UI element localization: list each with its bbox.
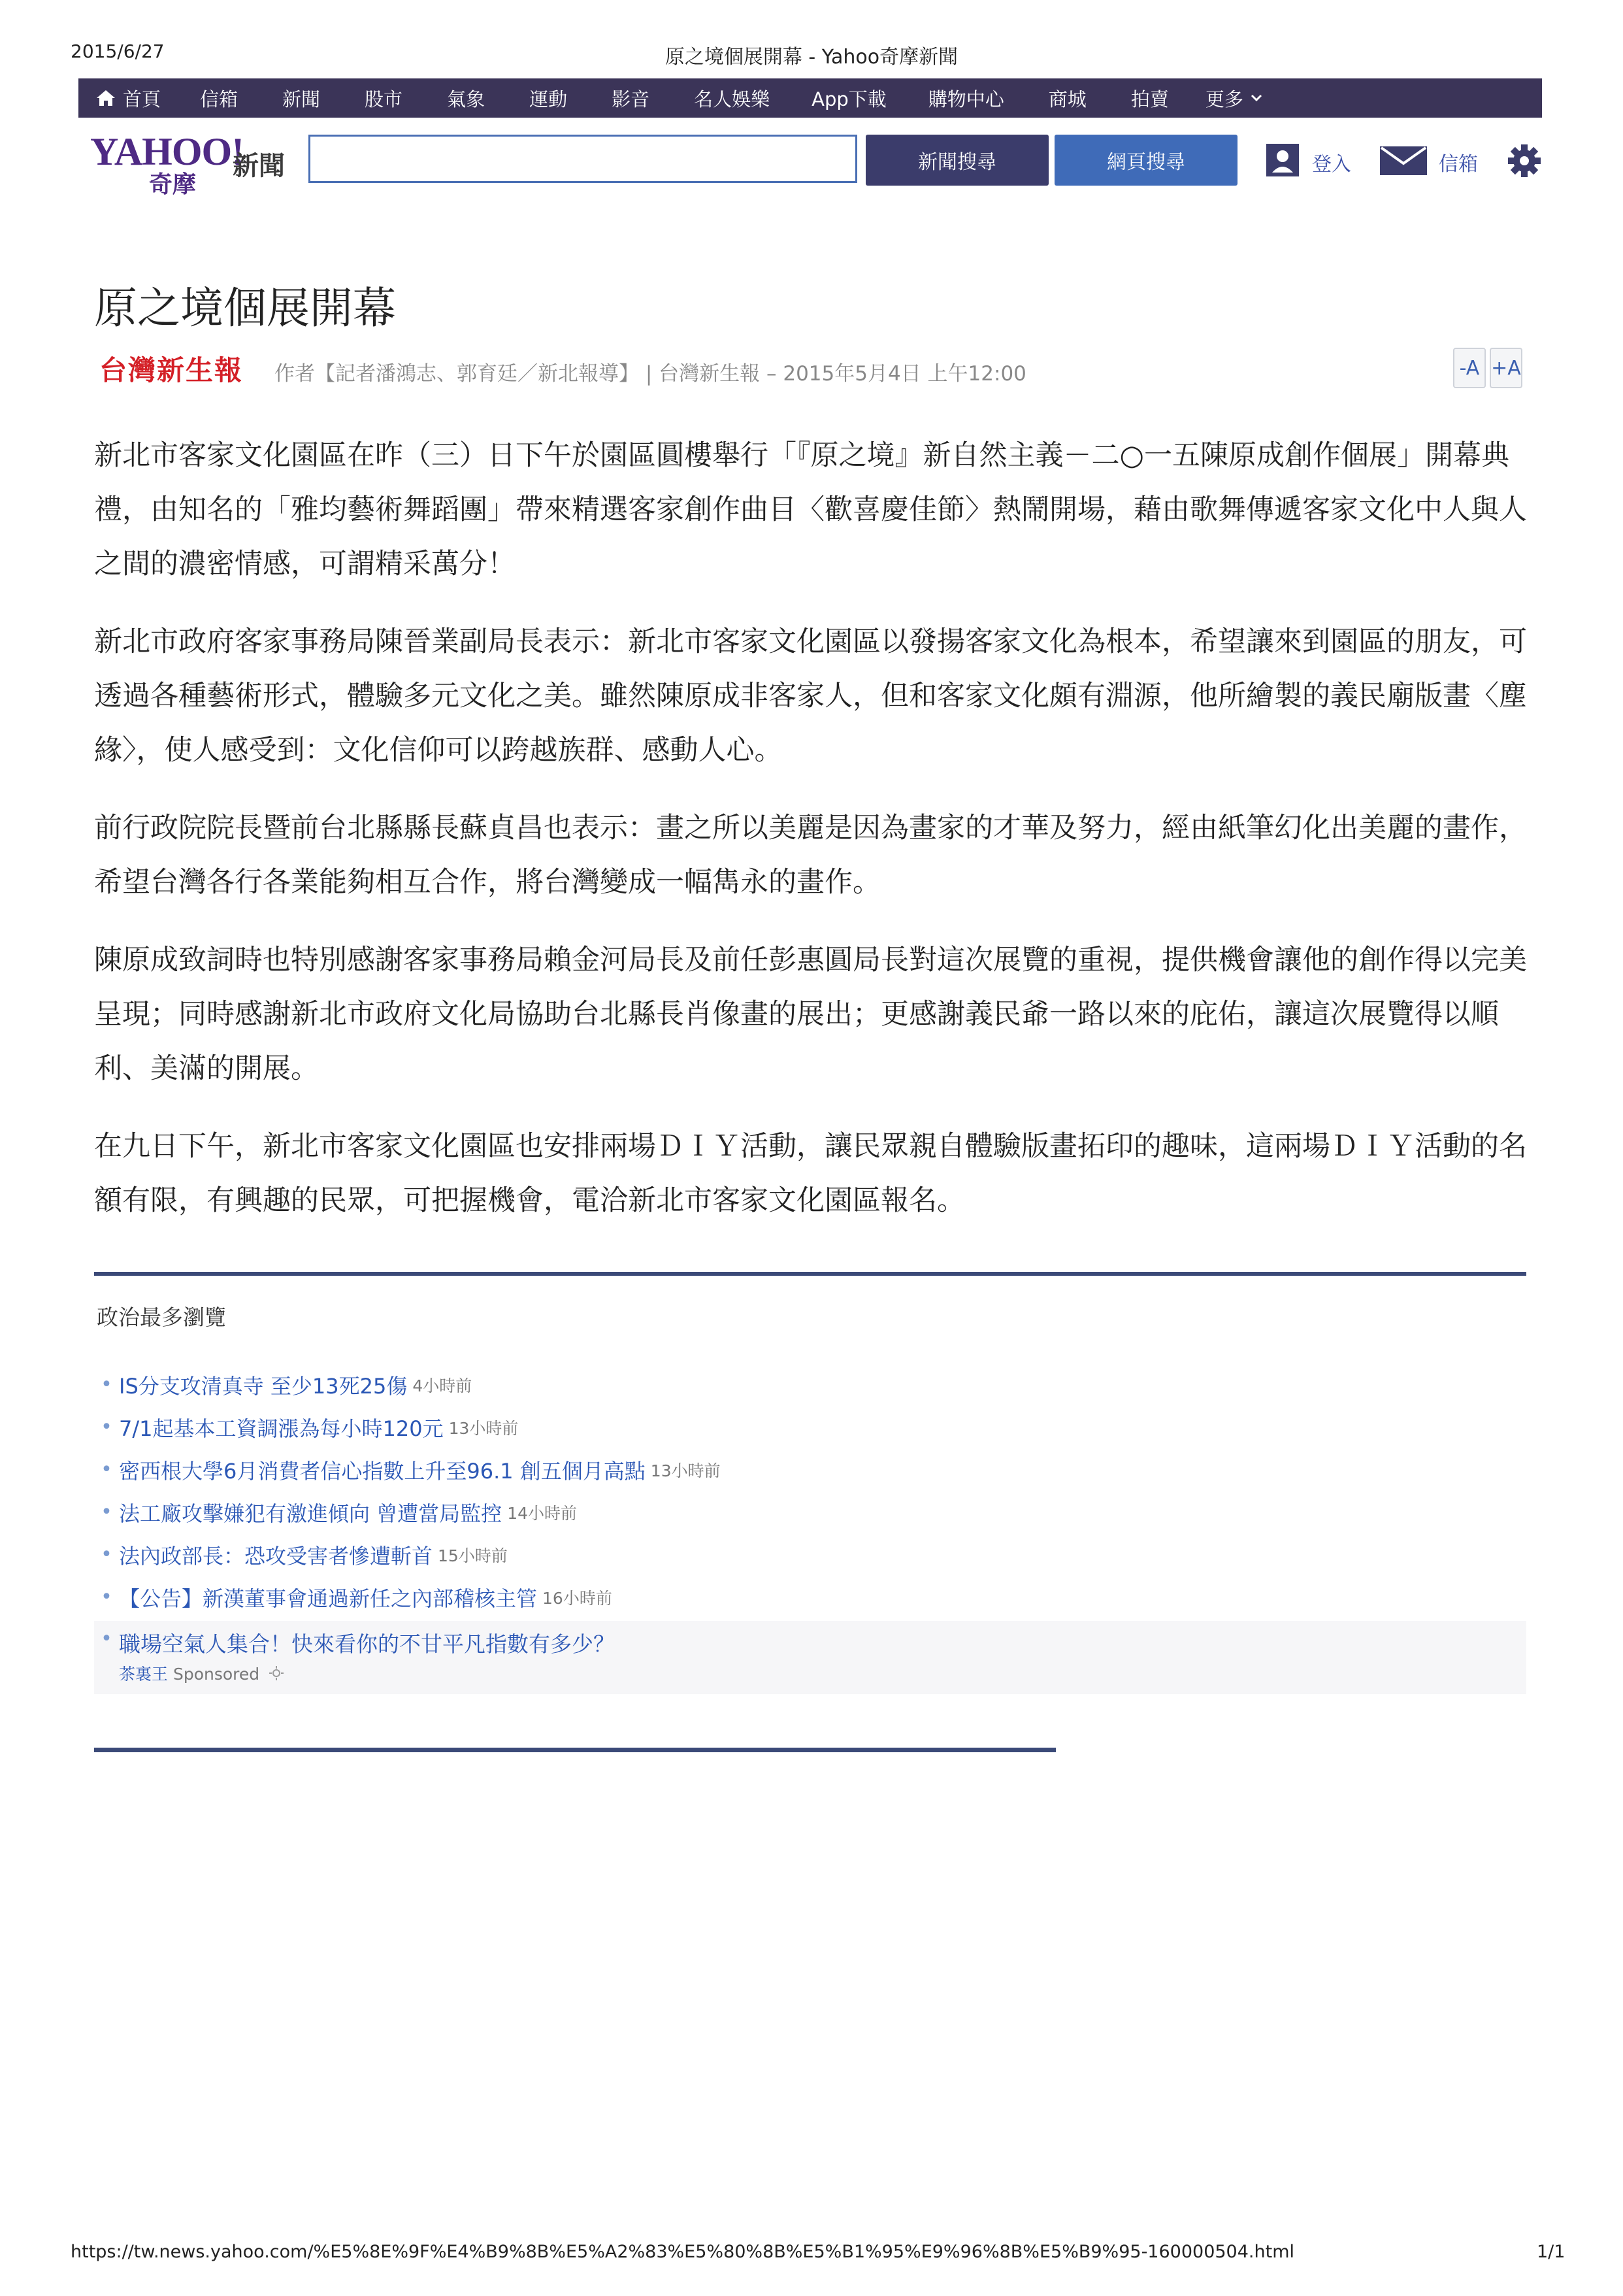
mail-link[interactable]: 信箱 bbox=[1439, 153, 1478, 176]
home-icon bbox=[95, 89, 116, 107]
print-url: https://tw.news.yahoo.com/%E5%8E%9F%E4%B9%8B%E5%A2%83%E5%80%8B%E5%B1%95%E9%96%8B%E5%B9%95-160000504.html bbox=[71, 2242, 1294, 2262]
yahoo-news-logo[interactable] bbox=[90, 129, 286, 198]
most-viewed-link[interactable]: 【公告】新漢董事會通過新任之內部稽核主管 bbox=[119, 1586, 538, 1611]
login-link[interactable]: 登入 bbox=[1312, 153, 1351, 176]
most-viewed-link[interactable]: 密西根大學6月消費者信心指數上升至96.1 創五個月高點 bbox=[119, 1458, 646, 1484]
bullet-icon: • bbox=[101, 1416, 112, 1439]
news-search-button[interactable]: 新聞搜尋 bbox=[866, 135, 1049, 186]
sponsored-link[interactable]: 職場空氣人集合！快來看你的不甘平凡指數有多少？ bbox=[119, 1631, 615, 1657]
sponsored-label: Sponsored bbox=[172, 1665, 260, 1684]
gear-icon[interactable] bbox=[1507, 144, 1541, 178]
sponsored-meta bbox=[119, 1661, 284, 1685]
user-icon[interactable] bbox=[1266, 144, 1299, 176]
bullet-icon: • bbox=[101, 1586, 112, 1608]
most-viewed-link[interactable]: 法工廠攻擊嫌犯有激進傾向 曾遭當局監控 bbox=[119, 1501, 502, 1526]
bullet-icon: • bbox=[101, 1501, 112, 1523]
nav-item-video[interactable]: 影音 bbox=[612, 88, 650, 110]
nav-item-celebrity[interactable]: 名人娛樂 bbox=[694, 88, 770, 110]
nav-item-sports[interactable]: 運動 bbox=[529, 88, 568, 110]
nav-item-label: 更多 bbox=[1205, 88, 1243, 110]
search-input[interactable] bbox=[308, 135, 857, 183]
ad-info-icon[interactable] bbox=[269, 1665, 284, 1685]
list-item bbox=[94, 1448, 1526, 1491]
chevron-down-icon bbox=[1250, 93, 1263, 103]
section-divider bbox=[94, 1272, 1526, 1276]
top-nav-bar bbox=[78, 78, 1542, 118]
print-page-number: 1/1 bbox=[1537, 2242, 1566, 2262]
most-viewed-heading: 政治最多瀏覽 bbox=[97, 1305, 226, 1330]
web-search-button[interactable]: 網頁搜尋 bbox=[1055, 135, 1238, 186]
sponsored-item[interactable] bbox=[94, 1621, 1526, 1694]
most-viewed-link[interactable]: 法內政部長：恐攻受害者慘遭斬首 bbox=[119, 1543, 433, 1569]
nav-item-home[interactable] bbox=[95, 85, 161, 112]
timestamp: 16小時前 bbox=[542, 1588, 612, 1608]
nav-item-mall[interactable]: 商城 bbox=[1048, 88, 1087, 110]
nav-item-weather[interactable]: 氣象 bbox=[447, 88, 485, 110]
nav-item-news[interactable]: 新聞 bbox=[282, 88, 321, 110]
logo-subtext: 奇摩 bbox=[149, 171, 197, 198]
list-item bbox=[94, 1533, 1526, 1576]
article-paragraph: 在九日下午，新北市客家文化園區也安排兩場ＤＩＹ活動，讓民眾親自體驗版畫拓印的趣味，這兩場ＤＩＹ活動的名額有限，有興趣的民眾，可把握機會，電洽新北市客家文化園區報名。 bbox=[94, 1130, 1527, 1217]
bullet-icon: • bbox=[101, 1458, 112, 1481]
article-title: 原之境個展開幕 bbox=[94, 283, 396, 333]
article-paragraph: 新北市客家文化園區在昨（三）日下午於園區圓樓舉行「『原之境』新自然主義－二○一五陳原成創作個展」開幕典禮，由知名的「雅均藝術舞蹈團」帶來精選客家創作曲目〈歡喜慶佳節〉熱鬧開場，藉由歌舞傳遞客家文化中人與人之間的濃密情感，可謂精采萬分！ bbox=[94, 439, 1527, 580]
sponsor-brand[interactable]: 茶裏王 bbox=[119, 1665, 169, 1684]
timestamp: 14小時前 bbox=[507, 1503, 577, 1523]
article-paragraph: 新北市政府客家事務局陳晉業副局長表示：新北市客家文化園區以發揚客家文化為根本，希望讓來到園區的朋友，可透過各種藝術形式，體驗多元文化之美。雖然陳原成非客家人，但和客家文化頗有淵源，他所繪製的義民廟版畫〈塵緣〉，使人感受到：文化信仰可以跨越族群、感動人心。 bbox=[94, 625, 1527, 767]
list-item bbox=[94, 1491, 1526, 1533]
most-viewed-link[interactable]: IS分支攻清真寺 至少13死25傷 bbox=[119, 1373, 408, 1399]
list-item bbox=[94, 1406, 1526, 1448]
font-decrease-button[interactable]: -A bbox=[1453, 348, 1486, 388]
article-paragraph: 前行政院院長暨前台北縣縣長蘇貞昌也表示：畫之所以美麗是因為畫家的才華及努力，經由紙筆幻化出美麗的畫作，希望台灣各行各業能夠相互合作，將台灣變成一幅雋永的畫作。 bbox=[94, 812, 1527, 899]
list-item bbox=[94, 1576, 1526, 1618]
article-body bbox=[94, 429, 1532, 1252]
bullet-icon: • bbox=[101, 1543, 112, 1566]
nav-item-mail[interactable]: 信箱 bbox=[200, 88, 238, 110]
nav-item-shopping[interactable]: 購物中心 bbox=[928, 88, 1004, 110]
print-title: 原之境個展開幕 - Yahoo奇摩新聞 bbox=[664, 46, 959, 69]
nav-item-more[interactable] bbox=[1205, 85, 1263, 112]
source-logo[interactable]: 台灣新生報 bbox=[99, 354, 244, 386]
logo-text: YAHOO! bbox=[90, 130, 244, 173]
timestamp: 13小時前 bbox=[650, 1461, 721, 1480]
bullet-icon: • bbox=[101, 1627, 112, 1650]
timestamp: 4小時前 bbox=[412, 1376, 472, 1395]
nav-item-label: 首頁 bbox=[123, 88, 161, 110]
print-date: 2015/6/27 bbox=[71, 41, 165, 62]
section-divider-bottom bbox=[94, 1748, 1056, 1752]
bullet-icon: • bbox=[101, 1373, 112, 1396]
timestamp: 15小時前 bbox=[438, 1546, 508, 1565]
list-item bbox=[94, 1363, 1526, 1406]
most-viewed-link[interactable]: 7/1起基本工資調漲為每小時120元 bbox=[119, 1416, 444, 1441]
nav-item-app[interactable]: App下載 bbox=[812, 88, 887, 110]
article-paragraph: 陳原成致詞時也特別感謝客家事務局賴金河局長及前任彭惠圓局長對這次展覽的重視，提供機會讓他的創作得以完美呈現；同時感謝新北市政府文化局協助台北縣長肖像畫的展出；更感謝義民爺一路以來的庇佑，讓這次展覽得以順利、美滿的開展。 bbox=[94, 944, 1527, 1085]
mail-icon[interactable] bbox=[1380, 146, 1427, 175]
font-increase-button[interactable]: +A bbox=[1490, 348, 1522, 388]
nav-item-auction[interactable]: 拍賣 bbox=[1130, 88, 1169, 110]
logo-section: 新聞 bbox=[233, 151, 285, 181]
nav-item-stocks[interactable]: 股市 bbox=[365, 88, 403, 110]
timestamp: 13小時前 bbox=[448, 1418, 519, 1438]
article-byline: 作者【記者潘鴻志、郭育廷／新北報導】 | 台灣新生報 – 2015年5月4日 上午12:00 bbox=[274, 362, 1026, 386]
most-viewed-list bbox=[94, 1363, 1526, 1694]
